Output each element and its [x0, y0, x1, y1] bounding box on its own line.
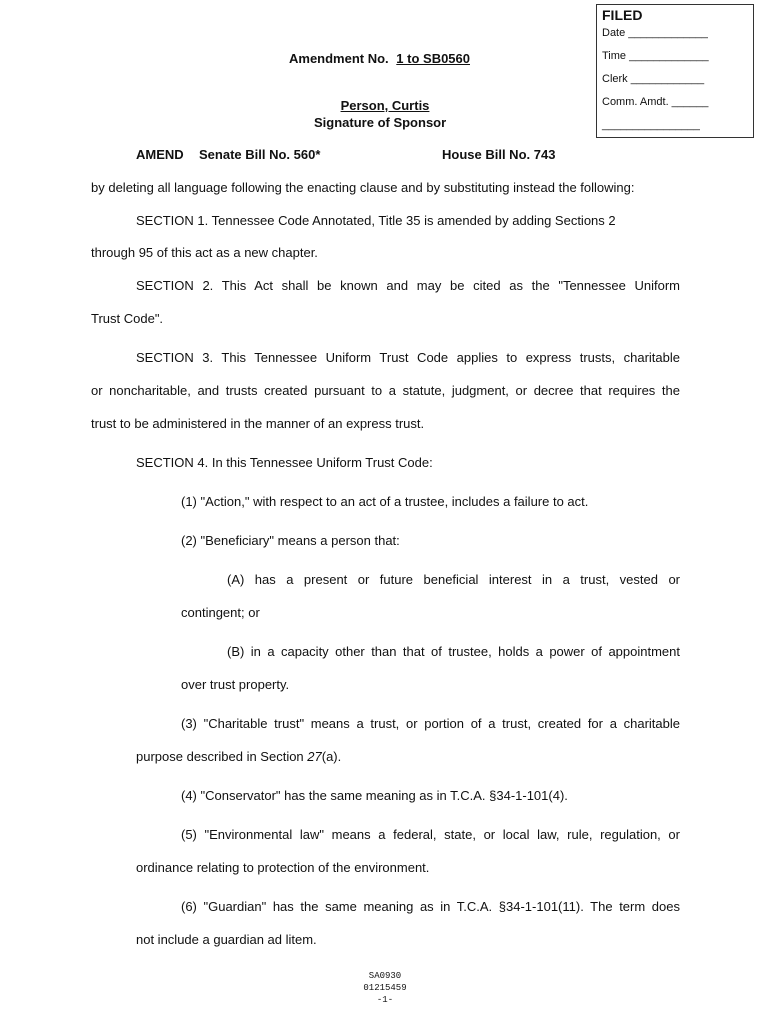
section-2-line-2: Trust Code".: [91, 311, 164, 326]
definition-3-line-1: (3) "Charitable trust" means a trust, or portion of a trust, created for a charitable: [181, 716, 680, 731]
filed-date-line: Date _____________: [602, 27, 708, 39]
footer-number: 01215459: [363, 983, 407, 993]
page-number: -1-: [376, 995, 394, 1005]
amendment-prefix: Amendment No.: [289, 51, 389, 66]
section-3-line-1: SECTION 3. This Tennessee Uniform Trust Code applies to express trusts, charitable: [136, 350, 680, 365]
definition-6-line-1: (6) "Guardian" has the same meaning as in T.C.A. §34-1-101(11). The term does: [181, 899, 680, 914]
definition-4: (4) "Conservator" has the same meaning as in T.C.A. §34-1-101(4).: [181, 788, 568, 803]
definition-2b-line-1: (B) in a capacity other than that of trustee, holds a power of appointment: [227, 644, 680, 659]
section-1-line-1: SECTION 1. Tennessee Code Annotated, Title 35 is amended by adding Sections 2: [136, 213, 616, 228]
amendment-ref: 1 to SB0560: [396, 51, 470, 66]
section-1-line-2: through 95 of this act as a new chapter.: [91, 245, 318, 260]
filed-stamp-box: [596, 4, 754, 138]
filed-title: FILED: [602, 7, 643, 23]
section-3-line-3: trust to be administered in the manner of an express trust.: [91, 416, 425, 431]
definition-3-section-number: 27: [307, 749, 322, 764]
sponsor-caption: Signature of Sponsor: [314, 115, 447, 130]
definition-2b-line-2: over trust property.: [181, 677, 290, 692]
filed-blank-line: ________________: [602, 119, 700, 131]
definition-2: (2) "Beneficiary" means a person that:: [181, 533, 400, 548]
filed-clerk-line: Clerk ____________: [602, 73, 705, 85]
footer-code: SA0930: [368, 971, 402, 981]
section-3-line-2: or noncharitable, and trusts created pursuant to a statute, judgment, or decree that requires the: [91, 383, 680, 398]
intro-paragraph: by deleting all language following the enacting clause and by substituting instead the following:: [91, 180, 635, 195]
section-4-heading: SECTION 4. In this Tennessee Uniform Trust Code:: [136, 455, 433, 470]
definition-2a-line-1: (A) has a present or future beneficial interest in a trust, vested or: [227, 572, 680, 587]
house-bill-number: House Bill No. 743: [442, 147, 556, 162]
sponsor-name-wrap: [0, 98, 770, 113]
definition-1: (1) "Action," with respect to an act of a trustee, includes a failure to act.: [181, 494, 589, 509]
definition-3-line-2: [136, 749, 341, 764]
amendment-heading: [289, 51, 470, 66]
definition-5-line-2: ordinance relating to protection of the environment.: [136, 860, 430, 875]
filed-comm-amdt-line: Comm. Amdt. ______: [602, 96, 709, 108]
definition-5-line-1: (5) "Environmental law" means a federal, state, or local law, rule, regulation, or: [181, 827, 680, 842]
senate-bill-number: Senate Bill No. 560*: [199, 147, 321, 162]
sponsor-name: Person, Curtis: [340, 98, 430, 113]
definition-3-text: purpose described in Section: [136, 749, 308, 764]
definition-2a-line-2: contingent; or: [181, 605, 260, 620]
definition-3-suffix: (a).: [321, 749, 342, 764]
amend-label: AMEND: [136, 147, 184, 162]
definition-6-line-2: not include a guardian ad litem.: [136, 932, 317, 947]
filed-time-line: Time _____________: [602, 50, 709, 62]
section-2-line-1: SECTION 2. This Act shall be known and may be cited as the "Tennessee Uniform: [136, 278, 680, 293]
